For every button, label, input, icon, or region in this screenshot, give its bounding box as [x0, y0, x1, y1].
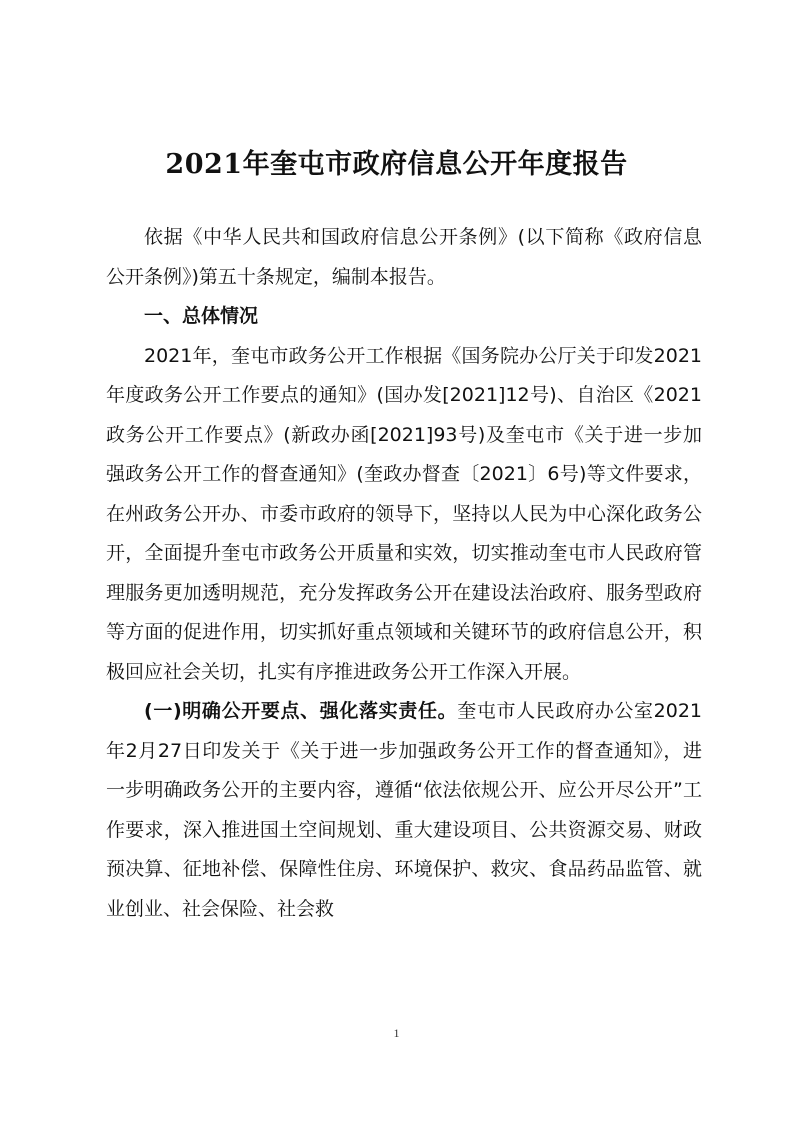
general-situation-paragraph: 2021年，奎屯市政务公开工作根据《国务院办公厅关于印发2021年度政务公开工作要点的通知》(国办发[2021]12号)、自治区《2021政务公开工作要点》(新政办函[2021]93号)及奎屯市《关于进一步加强政务公开工作的督查通知》(奎政办督查〔2021〕6号)等文件要求，在州政务公开办、市委市政府的领导下，坚持以人民为中心深化政务公开，全面提升奎屯市政务公开质量和实效，切实推动奎屯市人民政府管理服务更加透明规范，充分发挥政务公开在建设法治政府、服务型政府等方面的促进作用，切实抓好重点领域和关键环节的政府信息公开，积极回应社会关切，扎实有序推进政务公开工作深入开展。: [106, 344, 702, 683]
subsection-heading: (一)明确公开要点、强化落实责任。: [144, 700, 458, 722]
document-title: 2021年奎屯市政府信息公开年度报告: [165, 149, 628, 180]
intro-paragraph: 依据《中华人民共和国政府信息公开条例》(以下简称《政府信息公开条例》)第五十条规定，编制本报告。: [106, 226, 702, 288]
page-number: 1: [393, 1026, 400, 1040]
subsection-paragraph: [106, 692, 702, 929]
document-body: [106, 218, 702, 929]
subsection-text: 奎屯市人民政府办公室2021年2月27日印发关于《关于进一步加强政务公开工作的督查通知》，进一步明确政务公开的主要内容，遵循“依法依规公开、应公开尽公开”工作要求，深入推进国土空间规划、重大建设项目、公共资源交易、财政预决算、征地补偿、保障性住房、环境保护、救灾、食品药品监管、就业创业、社会保险、社会救: [106, 700, 702, 920]
section-heading-general: 一、总体情况: [144, 305, 259, 327]
